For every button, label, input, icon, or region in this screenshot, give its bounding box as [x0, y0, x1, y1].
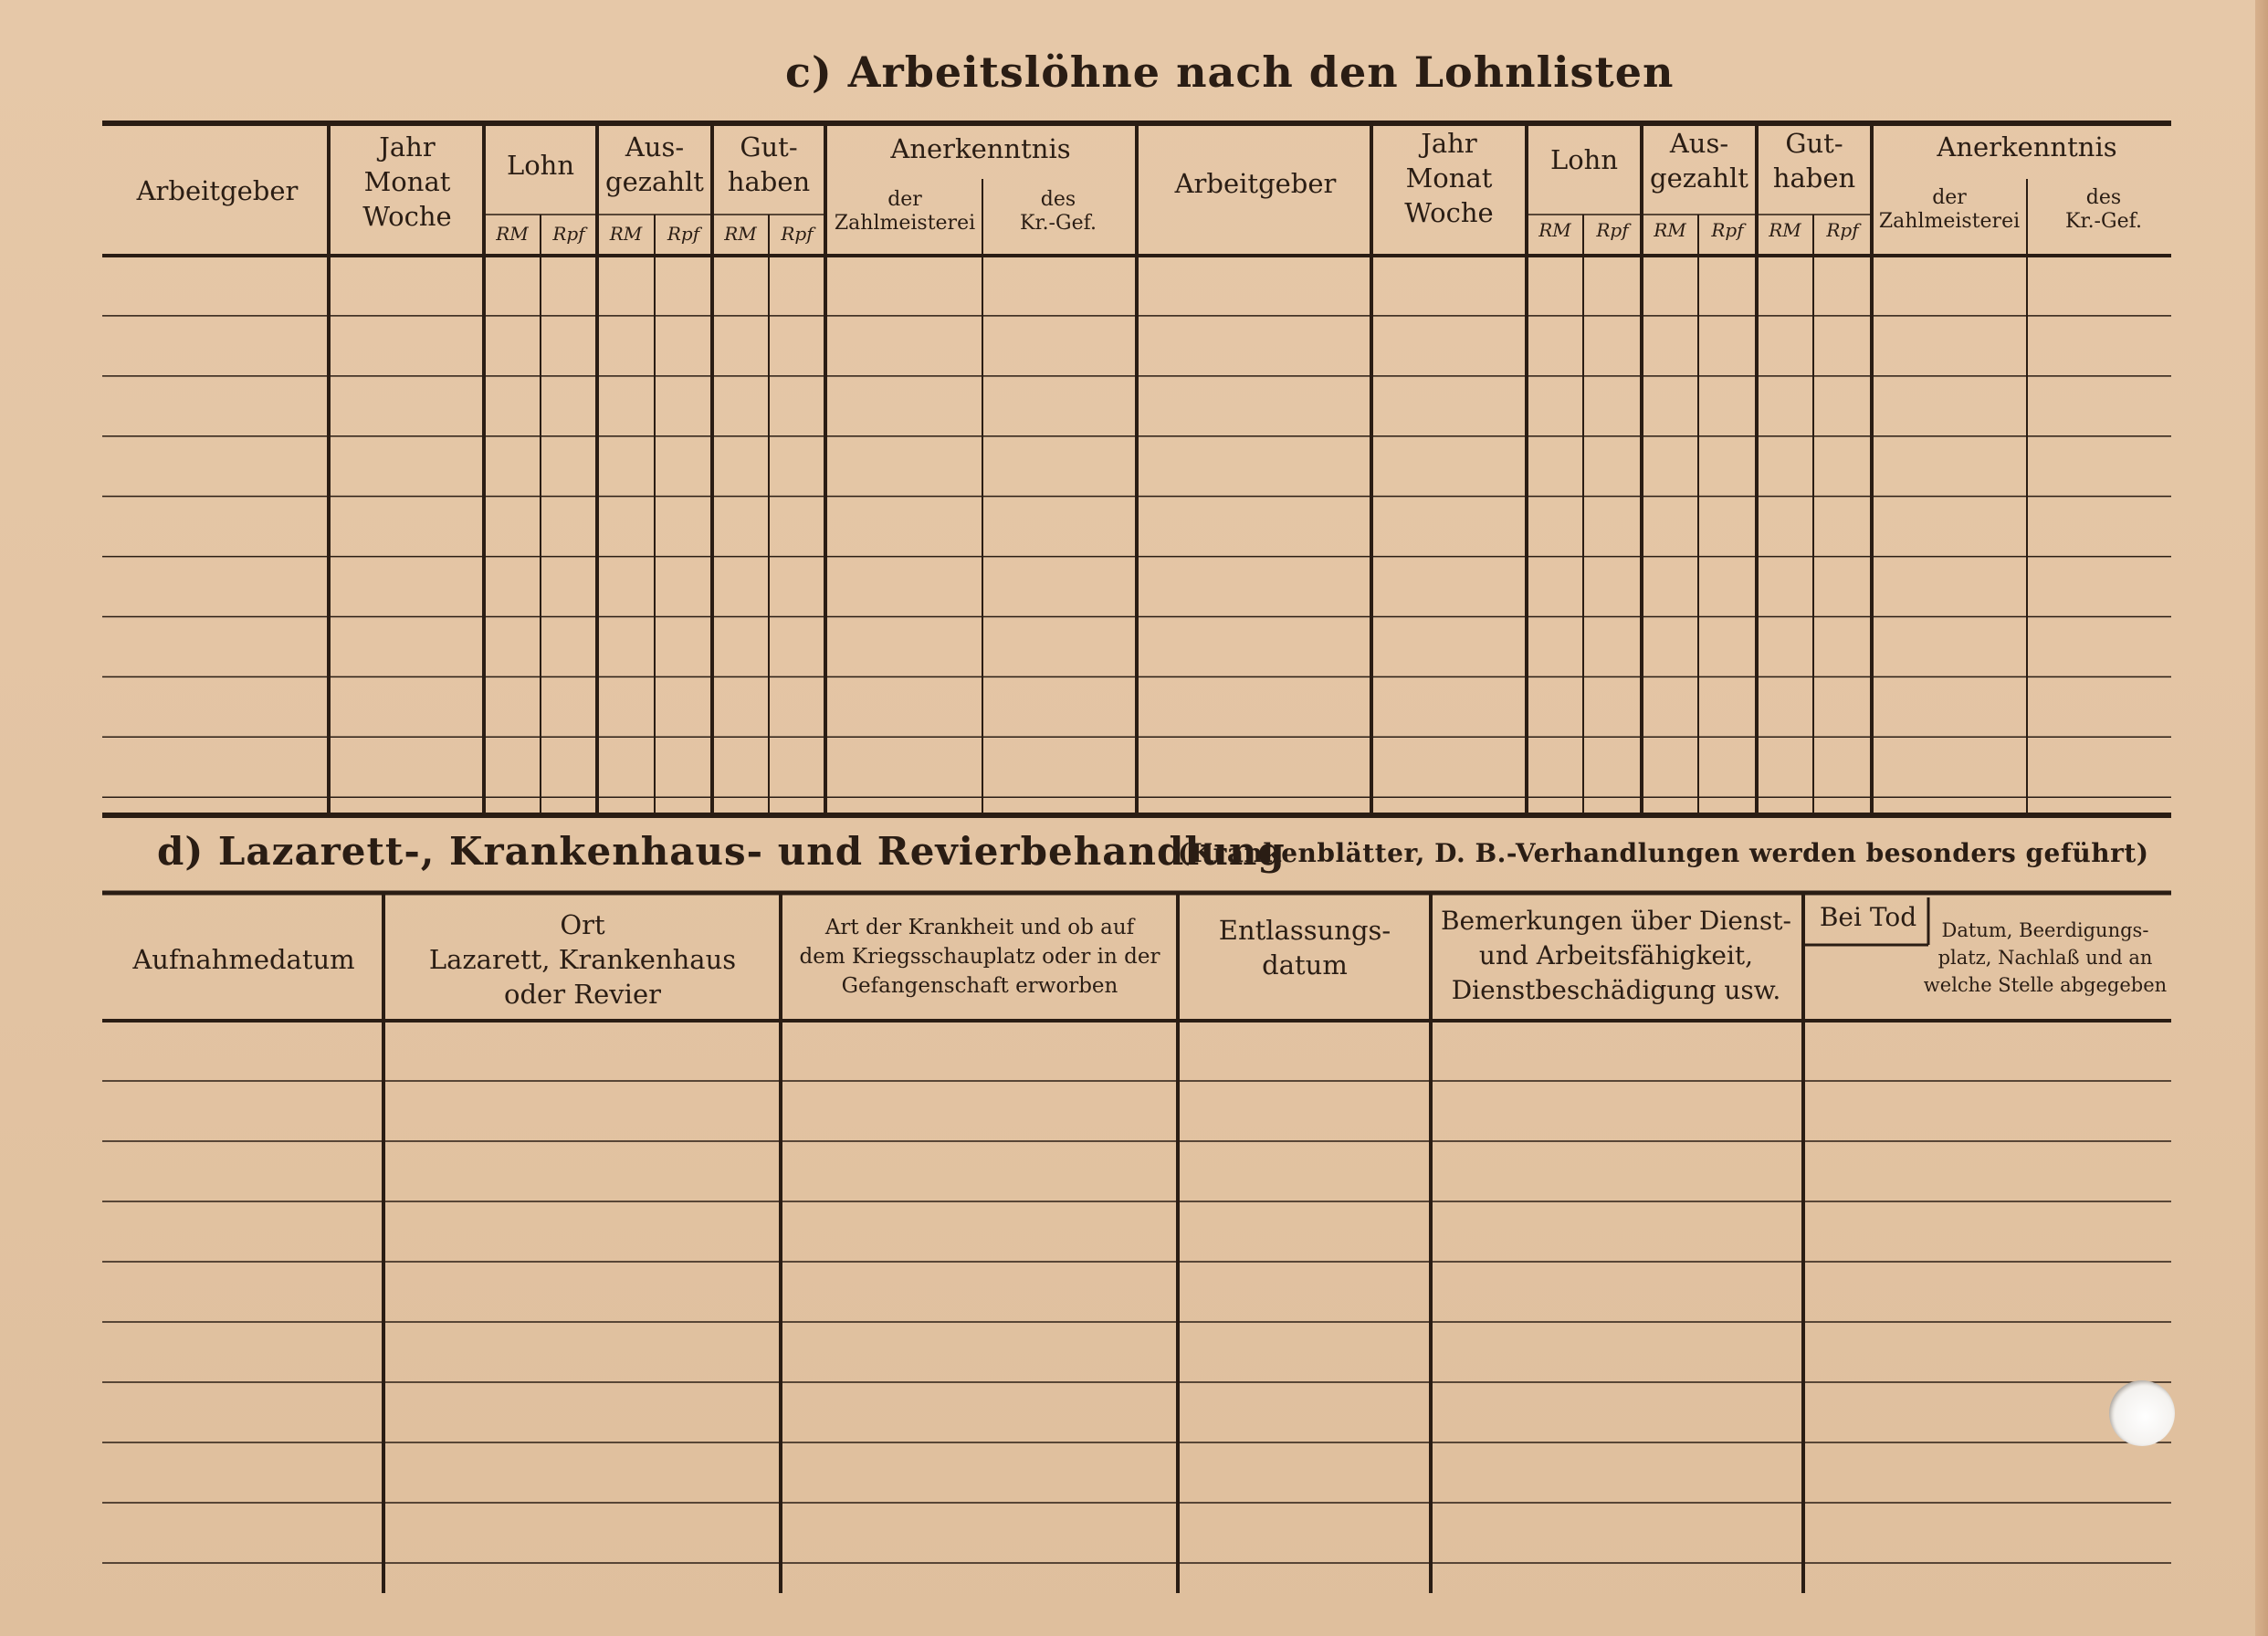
header-ausgezahlt-left: Aus- gezahlt: [605, 131, 704, 197]
header-krankheit: Art der Krankheit und ob auf dem Kriegsschauplatz oder in der Gefangenschaft erworben: [799, 916, 1160, 998]
unit-rpf: Rpf: [781, 223, 814, 245]
unit-rm: RM: [724, 223, 757, 245]
header-guthaben-right: Gut- haben: [1772, 128, 1856, 194]
header-zeit-right: Jahr Monat Woche: [1404, 128, 1494, 228]
unit-rpf: Rpf: [667, 223, 700, 245]
unit-rm: RM: [1538, 219, 1571, 241]
header-zahlmeisterei-right: der Zahlmeisterei: [1878, 186, 2021, 233]
header-zahlmeisterei-left: der Zahlmeisterei: [834, 188, 976, 235]
header-arbeitgeber-right: Arbeitgeber: [1174, 168, 1337, 199]
header-entlassungsdatum: Entlassungs- datum: [1218, 915, 1391, 981]
punch-hole: [2109, 1380, 2175, 1446]
header-ort: Ort Lazarett, Krankenhaus oder Revier: [428, 909, 737, 1010]
header-guthaben-left: Gut- haben: [727, 131, 811, 197]
header-bemerkungen: Bemerkungen über Dienst- und Arbeitsfähigkeit, Dienstbeschädigung usw.: [1440, 906, 1791, 1005]
unit-rm: RM: [496, 223, 529, 245]
header-zeit-left: Jahr Monat Woche: [362, 131, 452, 232]
section-c-title: c) Arbeitslöhne nach den Lohnlisten: [785, 47, 1675, 97]
header-arbeitgeber-left: Arbeitgeber: [136, 175, 299, 206]
unit-rm: RM: [1769, 219, 1801, 241]
unit-rpf: Rpf: [1596, 219, 1629, 241]
header-ausgezahlt-right: Aus- gezahlt: [1650, 128, 1748, 194]
section-d-title: d) Lazarett-, Krankenhaus- und Revierbehandlung: [157, 829, 1286, 874]
unit-rm: RM: [609, 223, 643, 245]
unit-rpf: Rpf: [1711, 219, 1744, 241]
unit-rpf: Rpf: [1826, 219, 1859, 241]
header-krgef-left: des Kr.-Gef.: [1020, 188, 1097, 235]
header-lohn-left: Lohn: [506, 150, 575, 181]
header-bei-tod: Bei Tod: [1819, 902, 1917, 932]
header-anerkenntnis-right: Anerkenntnis: [1937, 131, 2117, 163]
header-tod-details: Datum, Beerdigungs- platz, Nachlaß und an welche Stelle abgegeben: [1923, 919, 2168, 996]
header-anerkenntnis-left: Anerkenntnis: [890, 133, 1071, 164]
unit-rm: RM: [1654, 219, 1686, 241]
header-lohn-right: Lohn: [1549, 144, 1619, 175]
unit-rpf: Rpf: [552, 223, 585, 245]
section-d-note: (Krankenblätter, D. B.-Verhandlungen werden besonders geführt): [1178, 838, 2149, 868]
header-krgef-right: des Kr.-Gef.: [2065, 186, 2142, 233]
header-aufnahmedatum: Aufnahmedatum: [132, 944, 355, 975]
